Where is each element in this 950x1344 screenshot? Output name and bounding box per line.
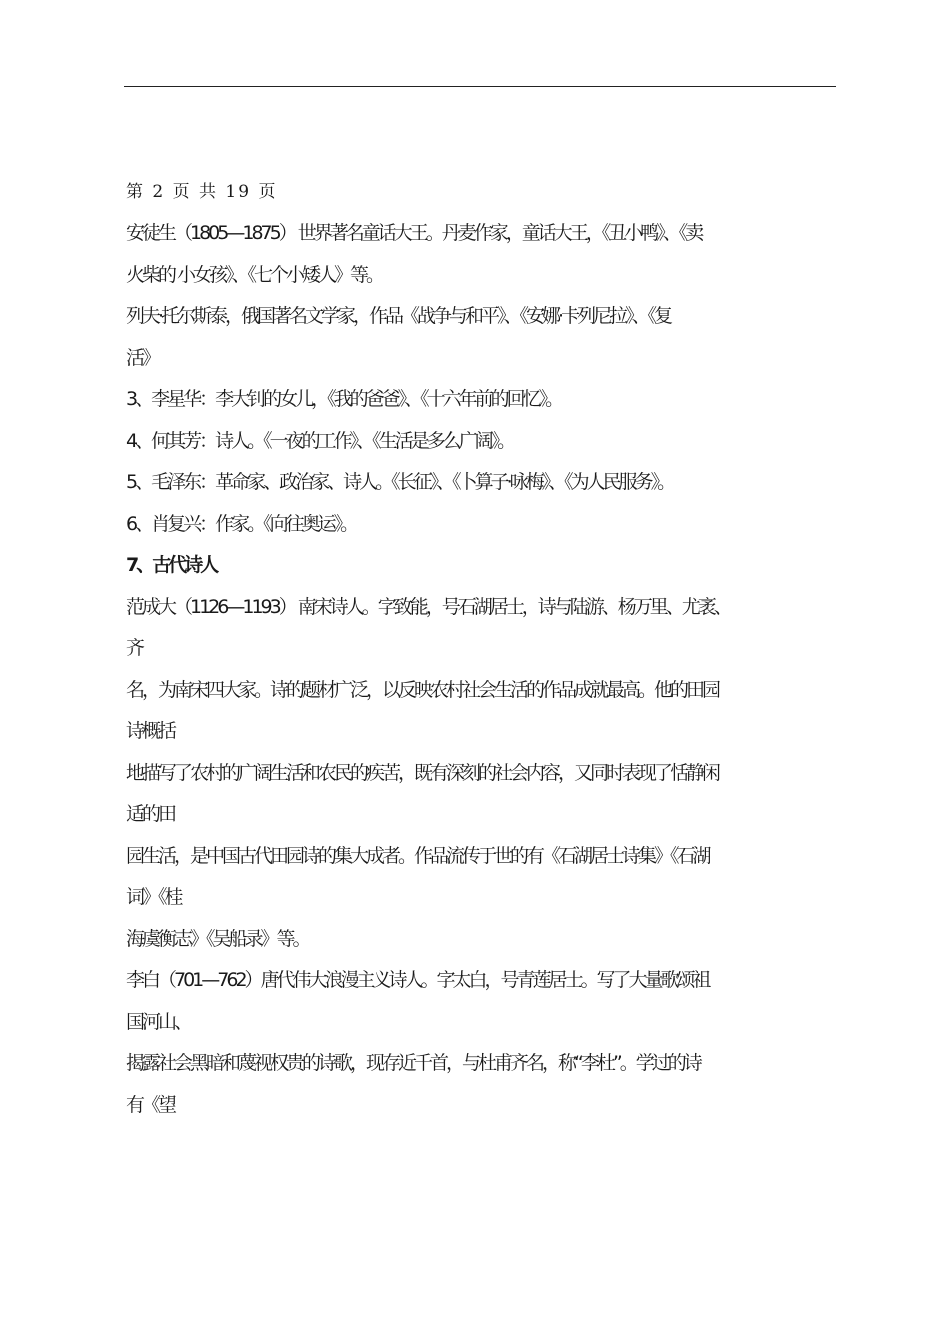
text-line: 揭露社会黑暗和蔑视权贵的诗歌，现存近千首，与杜甫齐名，称“李杜”。学过的诗 — [126, 1052, 700, 1074]
header-rule — [124, 86, 836, 87]
text-line: 列夫·托尔斯泰，俄国著名文学家，作品《战争与和平》、《安娜·卡列尼拉》、《复 — [126, 305, 671, 327]
text-line: 齐 — [126, 637, 143, 659]
section-heading: 7、古代诗人 — [126, 554, 217, 576]
text-line: 海虞衡志》《吴船录》等。 — [126, 927, 309, 950]
text-line: 6、肖复兴：作家。《向往奥运》。 — [126, 512, 357, 535]
document-body — [126, 172, 846, 1126]
text-line: 园生活，是中国古代田园诗的集大成者。作品流传于世的有《石湖居士诗集》《石湖 — [126, 844, 709, 867]
text-line: 名，为南宋四大家。诗的题材广泛，以反映农村社会生活的作品成就最高。他的田园 — [126, 678, 719, 701]
text-line: 地描写了农村的广阔生活和农民的疾苦，既有深刻的社会内容，又同时表现了恬静闲 — [126, 761, 719, 784]
text-line: 词》《桂 — [126, 886, 181, 908]
text-line: 5、毛泽东：革命家、政治家、诗人。《长征》、《卜算子·咏梅》、《为人民服务》。 — [126, 471, 674, 493]
text-lines — [126, 213, 846, 1126]
text-line: 活》 — [126, 346, 159, 369]
page-number: 第 2 页 共 19 页 — [126, 182, 278, 202]
text-line: 适的田 — [126, 803, 175, 825]
text-line: 火柴的 小女孩》、《七个小矮人》等。 — [126, 263, 383, 286]
text-line: 安徒生（1805—1875） 世界著名童话大王。丹麦作家，童话大王，《丑小鸭》、《卖 — [126, 222, 702, 244]
text-line: 李白（701—762）唐代伟大浪漫主义诗人。字太白，号青莲居士。写了大量歌颂祖 — [126, 969, 709, 991]
text-line: 范成大（1126—1193） 南宋诗人。字致能，号石湖居士，诗与陆游、杨万里、尤袤、 — [126, 595, 730, 618]
text-line: 3、李星华：李大钊的女儿，《我的爸爸》、《十六年前的回忆》。 — [126, 388, 562, 410]
text-line: 有《望 — [126, 1093, 175, 1116]
text-line: 诗概括 — [126, 720, 175, 742]
text-line: 4、何其芳：诗人。《一夜的工作》、《生活是多么广阔》。 — [126, 429, 514, 452]
text-line: 国河山、 — [126, 1010, 191, 1033]
